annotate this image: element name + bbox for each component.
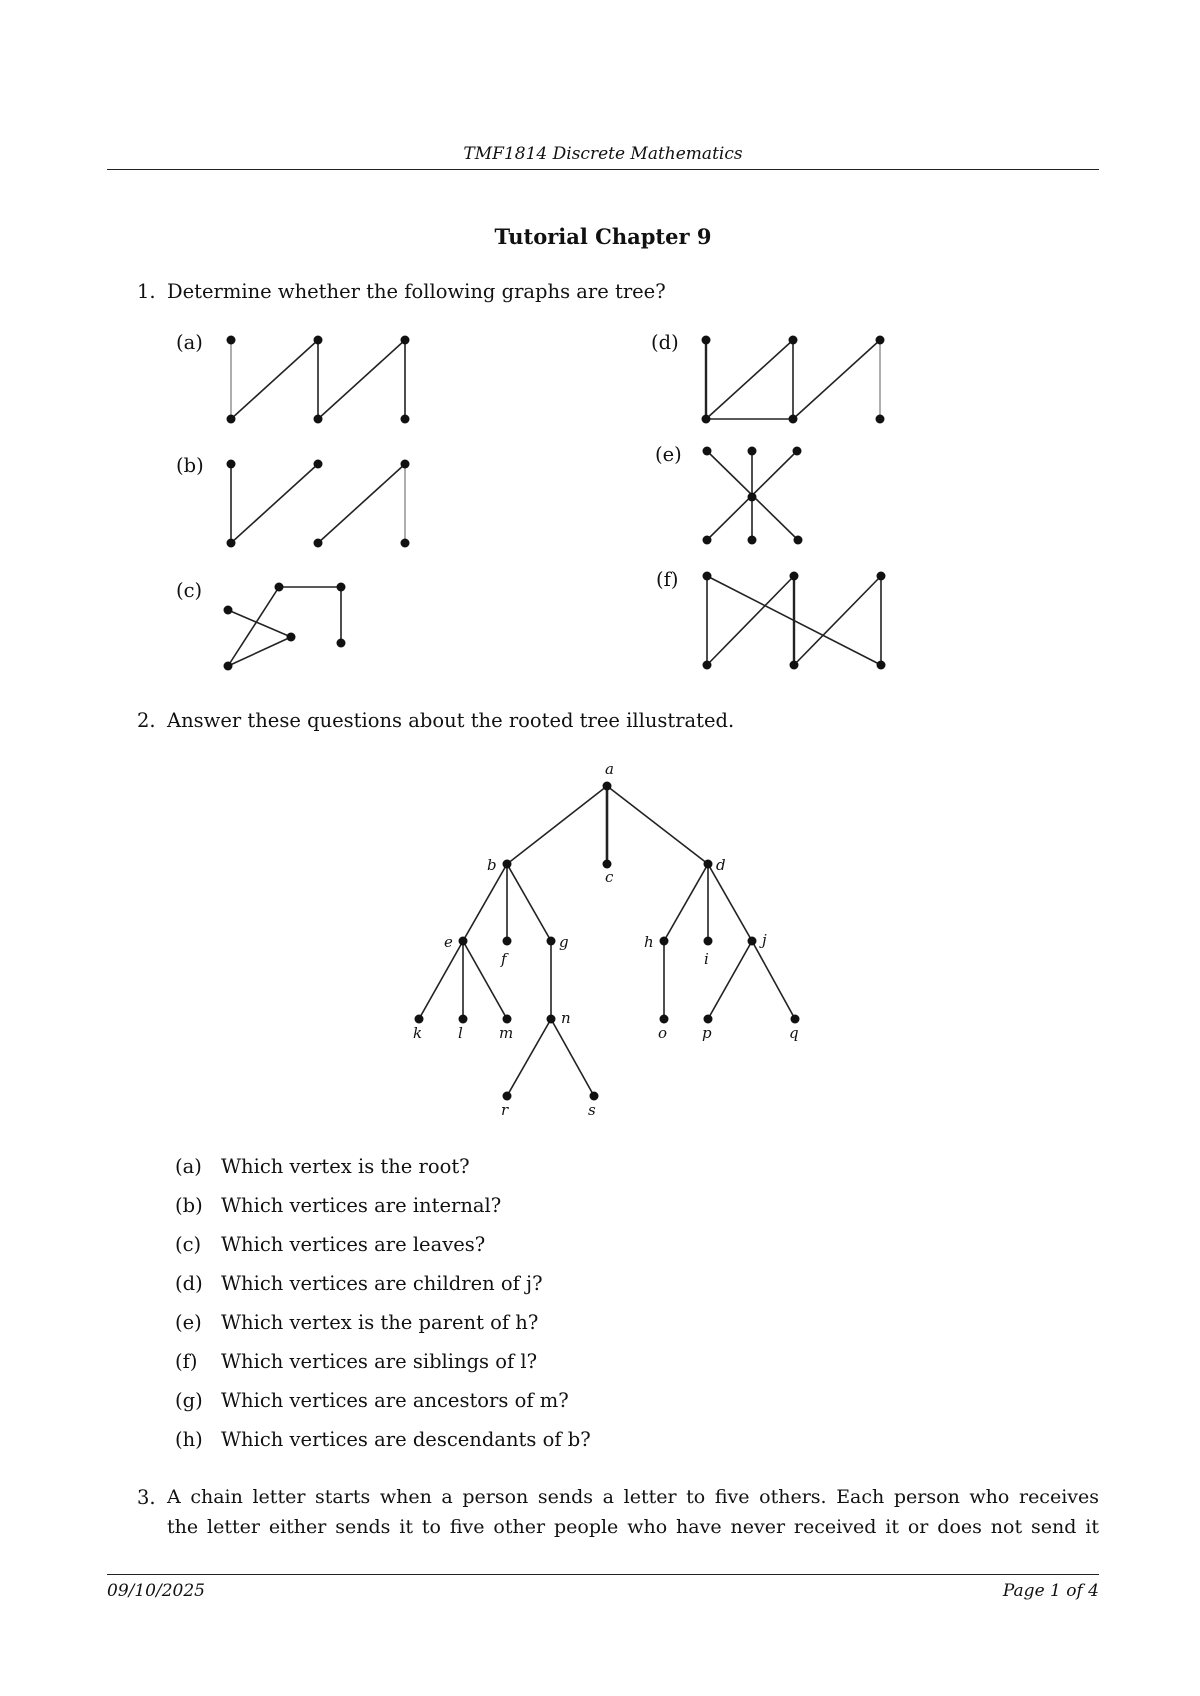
sub-text: Which vertices are children of j? — [221, 1272, 543, 1295]
graph-f — [703, 572, 886, 670]
tree-edge-b-e — [463, 864, 507, 941]
sub-key: (g) — [175, 1389, 203, 1412]
tree-vertex-m — [503, 1015, 512, 1024]
page-title: Tutorial Chapter 9 — [494, 224, 712, 249]
graph-a — [227, 336, 410, 424]
q2-sub-b — [175, 1194, 501, 1217]
q2-sub-e — [175, 1311, 538, 1334]
tree-edge-n-s — [551, 1019, 594, 1096]
footer-date: 09/10/2025 — [107, 1581, 205, 1601]
tree-vertex-p — [704, 1015, 713, 1024]
tree-edge-j-p — [708, 941, 752, 1019]
tree-vertex-label-s: s — [588, 1101, 596, 1119]
tree-vertex-f — [503, 937, 512, 946]
tree-vertex-label-d: d — [716, 856, 726, 874]
tree-vertex-label-o: o — [658, 1024, 668, 1042]
tree-vertex-label-q: q — [789, 1024, 799, 1042]
tree-vertex-a — [603, 782, 612, 791]
tree-vertex-b — [503, 860, 512, 869]
q2-text: Answer these questions about the rooted tree illustrated. — [167, 709, 735, 732]
q2-sub-h — [175, 1428, 591, 1451]
tree-edge-a-d — [607, 786, 708, 864]
sub-key: (c) — [175, 1233, 202, 1256]
footer-page: Page 1 of 4 — [1002, 1581, 1099, 1601]
tree-vertex-label-g: g — [559, 933, 569, 951]
graph-b — [227, 460, 410, 548]
graph-label-b: (b) — [176, 454, 204, 477]
sub-text: Which vertex is the parent of h? — [221, 1311, 539, 1334]
sub-key: (h) — [175, 1428, 203, 1451]
q1-number: 1. — [137, 280, 156, 303]
sub-key: (b) — [175, 1194, 203, 1217]
graph-c — [224, 583, 346, 671]
q2-sub-d — [175, 1272, 543, 1295]
rooted-tree — [413, 760, 800, 1119]
graph-d — [702, 336, 885, 424]
sub-text: Which vertex is the root? — [221, 1155, 470, 1178]
q2-sub-g — [175, 1389, 569, 1412]
q2-sub-c — [175, 1233, 485, 1256]
tree-edge-a-b — [507, 786, 607, 864]
sub-key: (a) — [175, 1155, 202, 1178]
tree-vertex-label-e: e — [444, 933, 453, 951]
tree-vertex-label-c: c — [605, 868, 614, 886]
tree-edge-e-k — [419, 941, 463, 1019]
q2-sub-a — [175, 1155, 470, 1178]
tree-vertex-label-k: k — [413, 1024, 423, 1042]
tree-vertex-q — [791, 1015, 800, 1024]
graph-label-a: (a) — [176, 331, 203, 354]
tree-vertex-k — [415, 1015, 424, 1024]
tree-vertex-label-n: n — [561, 1009, 571, 1027]
q3-line-2: the letter either sends it to five other people who have never received it or does not send it — [167, 1516, 1099, 1538]
sub-text: Which vertices are siblings of l? — [221, 1350, 538, 1373]
tree-vertex-label-f: f — [501, 950, 507, 968]
tree-vertex-r — [503, 1092, 512, 1101]
tree-vertex-d — [704, 860, 713, 869]
graph-label-e: (e) — [655, 443, 682, 466]
course-header: TMF1814 Discrete Mathematics — [463, 144, 743, 164]
tree-edge-n-r — [507, 1019, 551, 1096]
sub-key: (e) — [175, 1311, 202, 1334]
graph-label-d: (d) — [651, 331, 679, 354]
tree-vertex-s — [590, 1092, 599, 1101]
graph-e — [703, 447, 803, 545]
tree-vertex-g — [547, 937, 556, 946]
q2-number: 2. — [137, 709, 156, 732]
tree-vertex-label-h: h — [644, 933, 654, 951]
tree-vertex-label-l: l — [458, 1024, 463, 1042]
tree-vertex-j — [748, 937, 757, 946]
sub-text: Which vertices are ancestors of m? — [221, 1389, 569, 1412]
q3-line-1: A chain letter starts when a person sends a letter to five others. Each person who receives — [167, 1486, 1099, 1508]
tree-vertex-label-j: j — [762, 931, 767, 949]
tree-vertex-i — [704, 937, 713, 946]
tree-edge-d-h — [664, 864, 708, 941]
tree-edge-b-g — [507, 864, 551, 941]
q3-number: 3. — [137, 1486, 156, 1509]
tree-vertex-o — [660, 1015, 669, 1024]
tree-vertex-label-a: a — [605, 760, 614, 778]
tree-vertex-h — [660, 937, 669, 946]
tree-vertex-n — [547, 1015, 556, 1024]
tree-vertex-e — [459, 937, 468, 946]
tree-vertex-label-b: b — [487, 856, 497, 874]
sub-key: (d) — [175, 1272, 203, 1295]
q1-text: Determine whether the following graphs are tree? — [167, 280, 666, 303]
tree-edge-j-q — [752, 941, 795, 1019]
tree-edge-d-j — [708, 864, 752, 941]
footer-rule — [107, 1574, 1099, 1575]
tree-vertex-label-p: p — [702, 1024, 712, 1042]
graph-label-c: (c) — [176, 579, 203, 602]
sub-key: (f) — [175, 1350, 198, 1373]
sub-text: Which vertices are internal? — [221, 1194, 502, 1217]
tree-vertex-label-r: r — [501, 1101, 509, 1119]
sub-text: Which vertices are descendants of b? — [221, 1428, 591, 1451]
tree-vertex-label-i: i — [704, 950, 709, 968]
q2-sub-f — [175, 1350, 537, 1373]
tree-vertex-label-m: m — [499, 1024, 514, 1042]
tree-vertex-l — [459, 1015, 468, 1024]
sub-text: Which vertices are leaves? — [221, 1233, 486, 1256]
graph-label-f: (f) — [656, 568, 679, 591]
